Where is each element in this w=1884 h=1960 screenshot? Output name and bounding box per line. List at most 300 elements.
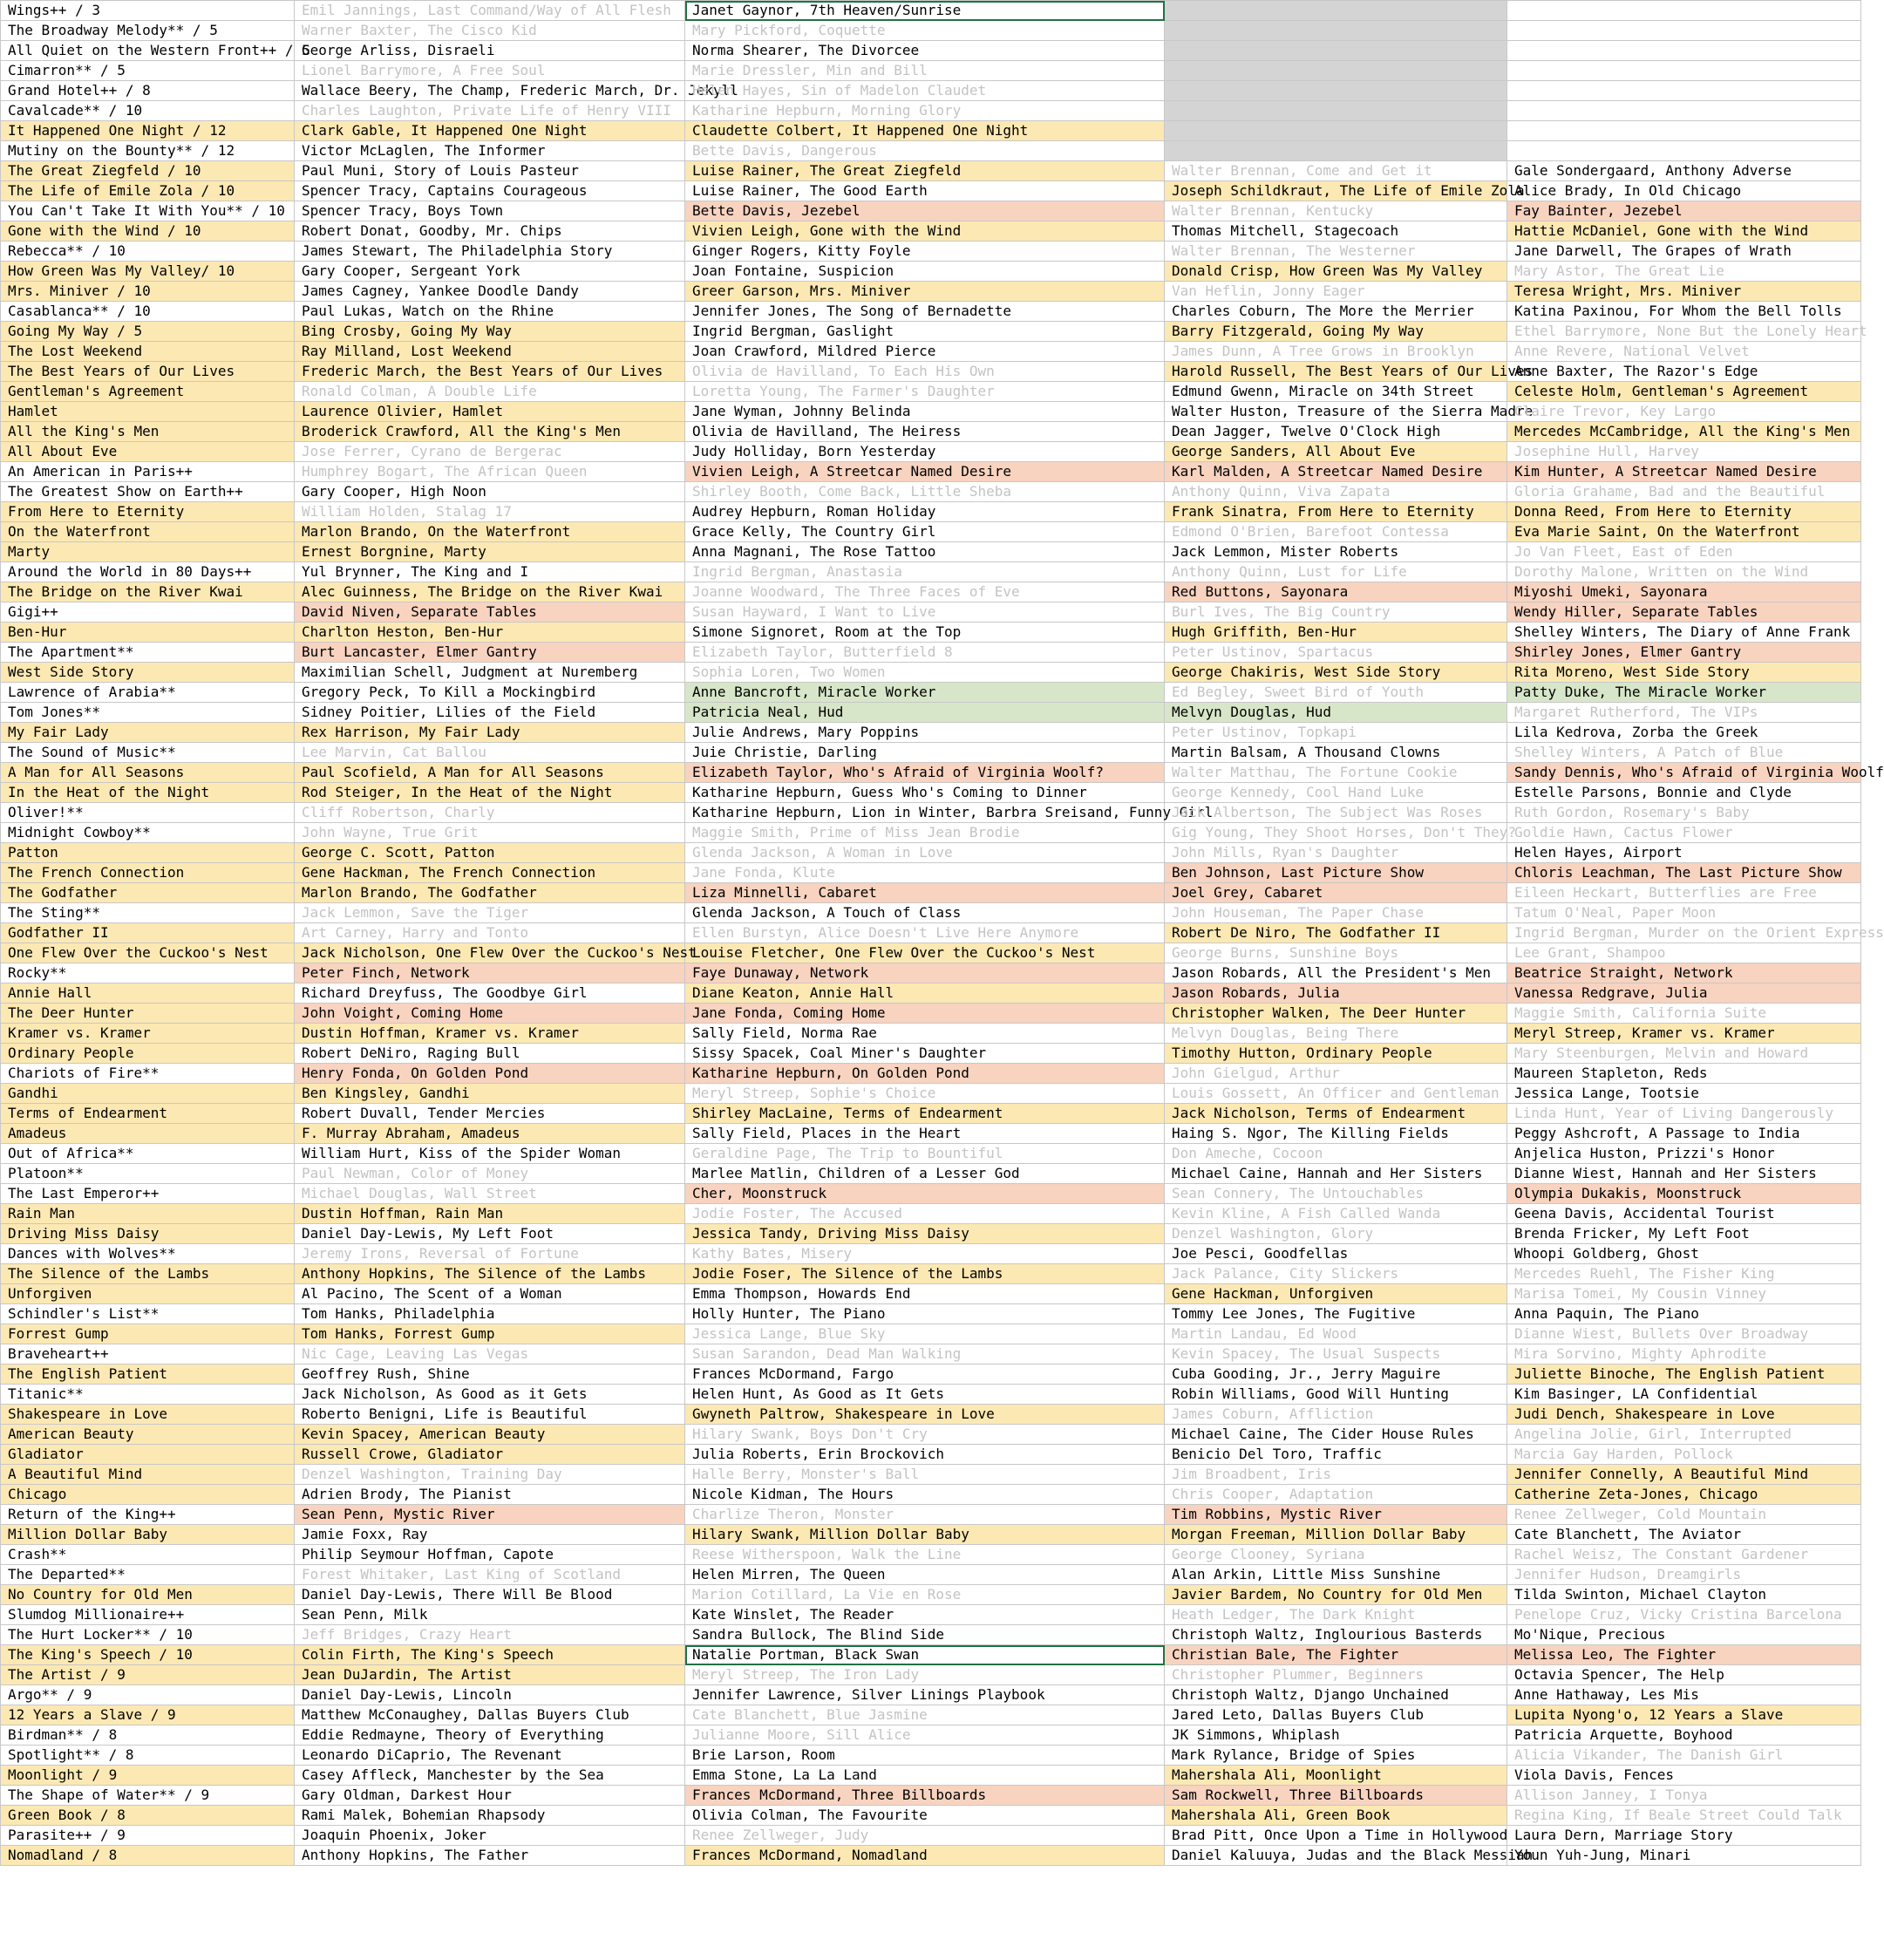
best-actress-cell[interactable]: Bette Davis, Dangerous	[685, 141, 1165, 161]
supporting-actor-cell[interactable]: Jim Broadbent, Iris	[1165, 1465, 1507, 1485]
supporting-actress-cell[interactable]: Eileen Heckart, Butterflies are Free	[1507, 883, 1861, 903]
supporting-actor-cell[interactable]: Martin Landau, Ed Wood	[1165, 1324, 1507, 1344]
best-picture-cell[interactable]: Moonlight / 9	[1, 1766, 295, 1786]
supporting-actor-cell[interactable]: Javier Bardem, No Country for Old Men	[1165, 1585, 1507, 1605]
supporting-actress-cell[interactable]: Dianne Wiest, Hannah and Her Sisters	[1507, 1164, 1861, 1184]
best-actor-cell[interactable]: Jack Nicholson, As Good as it Gets	[295, 1385, 685, 1405]
best-actor-cell[interactable]: Ernest Borgnine, Marty	[295, 542, 685, 562]
supporting-actor-cell[interactable]: Joel Grey, Cabaret	[1165, 883, 1507, 903]
supporting-actress-cell[interactable]: Jo Van Fleet, East of Eden	[1507, 542, 1861, 562]
best-actor-cell[interactable]: Joaquin Phoenix, Joker	[295, 1826, 685, 1846]
best-picture-cell[interactable]: Spotlight** / 8	[1, 1746, 295, 1766]
best-actor-cell[interactable]: Frederic March, the Best Years of Our Lives	[295, 362, 685, 382]
best-actor-cell[interactable]: John Wayne, True Grit	[295, 823, 685, 843]
best-picture-cell[interactable]: The Last Emperor++	[1, 1184, 295, 1204]
best-picture-cell[interactable]: West Side Story	[1, 663, 295, 683]
supporting-actress-cell[interactable]: Peggy Ashcroft, A Passage to India	[1507, 1124, 1861, 1144]
best-picture-cell[interactable]: The King's Speech / 10	[1, 1645, 295, 1665]
best-actor-cell[interactable]: James Stewart, The Philadelphia Story	[295, 242, 685, 262]
best-actress-cell[interactable]: Hilary Swank, Boys Don't Cry	[685, 1425, 1165, 1445]
best-actor-cell[interactable]: Anthony Hopkins, The Silence of the Lambs	[295, 1264, 685, 1284]
best-picture-cell[interactable]: Rain Man	[1, 1204, 295, 1224]
best-picture-cell[interactable]: Argo** / 9	[1, 1685, 295, 1705]
best-actress-cell[interactable]: Cate Blanchett, Blue Jasmine	[685, 1705, 1165, 1725]
best-actor-cell[interactable]: Jack Nicholson, One Flew Over the Cuckoo's Nest	[295, 943, 685, 963]
supporting-actress-cell[interactable]: Jennifer Connelly, A Beautiful Mind	[1507, 1465, 1861, 1485]
supporting-actor-cell[interactable]: Robin Williams, Good Will Hunting	[1165, 1385, 1507, 1405]
best-actress-cell[interactable]: Julia Roberts, Erin Brockovich	[685, 1445, 1165, 1465]
supporting-actress-cell[interactable]: Goldie Hawn, Cactus Flower	[1507, 823, 1861, 843]
supporting-actress-cell[interactable]: Judi Dench, Shakespeare in Love	[1507, 1405, 1861, 1425]
best-actress-cell[interactable]: Judy Holliday, Born Yesterday	[685, 442, 1165, 462]
supporting-actor-cell[interactable]: Christopher Walken, The Deer Hunter	[1165, 1004, 1507, 1024]
best-actor-cell[interactable]: Anthony Hopkins, The Father	[295, 1846, 685, 1866]
best-actress-cell[interactable]: Meryl Streep, Sophie's Choice	[685, 1084, 1165, 1104]
best-actress-cell[interactable]: Holly Hunter, The Piano	[685, 1304, 1165, 1324]
supporting-actress-cell[interactable]	[1507, 61, 1861, 81]
best-picture-cell[interactable]: Gone with the Wind / 10	[1, 221, 295, 242]
supporting-actor-cell[interactable]: Christoph Waltz, Inglourious Basterds	[1165, 1625, 1507, 1645]
supporting-actress-cell[interactable]: Olympia Dukakis, Moonstruck	[1507, 1184, 1861, 1204]
supporting-actor-cell[interactable]: Daniel Kaluuya, Judas and the Black Messiah	[1165, 1846, 1507, 1866]
best-picture-cell[interactable]: Amadeus	[1, 1124, 295, 1144]
supporting-actor-cell[interactable]: Sam Rockwell, Three Billboards	[1165, 1786, 1507, 1806]
best-actress-cell[interactable]: Cher, Moonstruck	[685, 1184, 1165, 1204]
supporting-actress-cell[interactable]: Mary Astor, The Great Lie	[1507, 262, 1861, 282]
supporting-actor-cell[interactable]: Red Buttons, Sayonara	[1165, 582, 1507, 602]
best-picture-cell[interactable]: Chicago	[1, 1485, 295, 1505]
supporting-actor-cell[interactable]: Jason Robards, Julia	[1165, 983, 1507, 1004]
supporting-actress-cell[interactable]: Whoopi Goldberg, Ghost	[1507, 1244, 1861, 1264]
best-actor-cell[interactable]: Burt Lancaster, Elmer Gantry	[295, 643, 685, 663]
supporting-actress-cell[interactable]: Laura Dern, Marriage Story	[1507, 1826, 1861, 1846]
best-picture-cell[interactable]: American Beauty	[1, 1425, 295, 1445]
best-actress-cell[interactable]: Vivien Leigh, Gone with the Wind	[685, 221, 1165, 242]
best-picture-cell[interactable]: Dances with Wolves**	[1, 1244, 295, 1264]
best-actress-cell[interactable]: Kathy Bates, Misery	[685, 1244, 1165, 1264]
supporting-actor-cell[interactable]: Haing S. Ngor, The Killing Fields	[1165, 1124, 1507, 1144]
supporting-actress-cell[interactable]: Lupita Nyong'o, 12 Years a Slave	[1507, 1705, 1861, 1725]
supporting-actress-cell[interactable]: Jane Darwell, The Grapes of Wrath	[1507, 242, 1861, 262]
best-actor-cell[interactable]: Gene Hackman, The French Connection	[295, 863, 685, 883]
supporting-actor-cell[interactable]: Kevin Spacey, The Usual Suspects	[1165, 1344, 1507, 1365]
best-picture-cell[interactable]: My Fair Lady	[1, 723, 295, 743]
best-actress-cell[interactable]: Geraldine Page, The Trip to Bountiful	[685, 1144, 1165, 1164]
best-picture-cell[interactable]: Platoon**	[1, 1164, 295, 1184]
best-actress-cell[interactable]: Joan Crawford, Mildred Pierce	[685, 342, 1165, 362]
best-picture-cell[interactable]: No Country for Old Men	[1, 1585, 295, 1605]
best-picture-cell[interactable]: The Deer Hunter	[1, 1004, 295, 1024]
supporting-actor-cell[interactable]: Martin Balsam, A Thousand Clowns	[1165, 743, 1507, 763]
supporting-actress-cell[interactable]: Viola Davis, Fences	[1507, 1766, 1861, 1786]
best-picture-cell[interactable]: Million Dollar Baby	[1, 1525, 295, 1545]
best-actress-cell[interactable]: Maggie Smith, Prime of Miss Jean Brodie	[685, 823, 1165, 843]
supporting-actress-cell[interactable]: Maggie Smith, California Suite	[1507, 1004, 1861, 1024]
best-actor-cell[interactable]: Maximilian Schell, Judgment at Nuremberg	[295, 663, 685, 683]
best-actor-cell[interactable]: Dustin Hoffman, Kramer vs. Kramer	[295, 1024, 685, 1044]
supporting-actor-cell[interactable]: Dean Jagger, Twelve O'Clock High	[1165, 422, 1507, 442]
best-picture-cell[interactable]: The Shape of Water** / 9	[1, 1786, 295, 1806]
best-actress-cell[interactable]: Frances McDormand, Fargo	[685, 1365, 1165, 1385]
best-picture-cell[interactable]: The French Connection	[1, 863, 295, 883]
supporting-actor-cell[interactable]: George Kennedy, Cool Hand Luke	[1165, 783, 1507, 803]
best-actor-cell[interactable]: Gary Oldman, Darkest Hour	[295, 1786, 685, 1806]
supporting-actress-cell[interactable]: Alice Brady, In Old Chicago	[1507, 181, 1861, 201]
best-picture-cell[interactable]: Grand Hotel++ / 8	[1, 81, 295, 101]
supporting-actor-cell[interactable]: Louis Gossett, An Officer and Gentleman	[1165, 1084, 1507, 1104]
best-actress-cell[interactable]: Katharine Hepburn, Morning Glory	[685, 101, 1165, 121]
supporting-actress-cell[interactable]: Mira Sorvino, Mighty Aphrodite	[1507, 1344, 1861, 1365]
best-picture-cell[interactable]: Green Book / 8	[1, 1806, 295, 1826]
supporting-actor-cell[interactable]: Benicio Del Toro, Traffic	[1165, 1445, 1507, 1465]
best-actor-cell[interactable]: Paul Lukas, Watch on the Rhine	[295, 302, 685, 322]
supporting-actress-cell[interactable]: Teresa Wright, Mrs. Miniver	[1507, 282, 1861, 302]
best-actress-cell[interactable]: Norma Shearer, The Divorcee	[685, 41, 1165, 61]
best-actor-cell[interactable]: John Voight, Coming Home	[295, 1004, 685, 1024]
supporting-actor-cell[interactable]: John Mills, Ryan's Daughter	[1165, 843, 1507, 863]
best-actor-cell[interactable]: Henry Fonda, On Golden Pond	[295, 1064, 685, 1084]
best-actress-cell[interactable]: Hilary Swank, Million Dollar Baby	[685, 1525, 1165, 1545]
supporting-actor-cell[interactable]: Denzel Washington, Glory	[1165, 1224, 1507, 1244]
best-actor-cell[interactable]: Bing Crosby, Going My Way	[295, 322, 685, 342]
best-picture-cell[interactable]: The Departed**	[1, 1565, 295, 1585]
best-picture-cell[interactable]: Out of Africa**	[1, 1144, 295, 1164]
best-actress-cell[interactable]: Marie Dressler, Min and Bill	[685, 61, 1165, 81]
supporting-actor-cell[interactable]: Harold Russell, The Best Years of Our Lives	[1165, 362, 1507, 382]
best-picture-cell[interactable]: The Greatest Show on Earth++	[1, 482, 295, 502]
best-picture-cell[interactable]: Nomadland / 8	[1, 1846, 295, 1866]
best-actor-cell[interactable]: Lee Marvin, Cat Ballou	[295, 743, 685, 763]
best-actor-cell[interactable]: Emil Jannings, Last Command/Way of All Flesh	[295, 1, 685, 21]
supporting-actress-cell[interactable]: Juliette Binoche, The English Patient	[1507, 1365, 1861, 1385]
supporting-actor-cell[interactable]: Christoph Waltz, Django Unchained	[1165, 1685, 1507, 1705]
best-actor-cell[interactable]: Ben Kingsley, Gandhi	[295, 1084, 685, 1104]
best-actor-cell[interactable]: Cliff Robertson, Charly	[295, 803, 685, 823]
best-actor-cell[interactable]: Spencer Tracy, Captains Courageous	[295, 181, 685, 201]
best-actress-cell[interactable]: Olivia Colman, The Favourite	[685, 1806, 1165, 1826]
best-picture-cell[interactable]: The Sting**	[1, 903, 295, 923]
best-actress-cell[interactable]: Jane Fonda, Klute	[685, 863, 1165, 883]
best-actress-cell[interactable]: Jodie Foser, The Silence of the Lambs	[685, 1264, 1165, 1284]
best-actress-cell[interactable]: Olivia de Havilland, To Each His Own	[685, 362, 1165, 382]
best-actor-cell[interactable]: Ronald Colman, A Double Life	[295, 382, 685, 402]
supporting-actor-cell[interactable]: John Houseman, The Paper Chase	[1165, 903, 1507, 923]
supporting-actor-cell[interactable]	[1165, 21, 1507, 41]
best-picture-cell[interactable]: The English Patient	[1, 1365, 295, 1385]
best-actor-cell[interactable]: Jeremy Irons, Reversal of Fortune	[295, 1244, 685, 1264]
best-actress-cell[interactable]: Julie Andrews, Mary Poppins	[685, 723, 1165, 743]
best-actor-cell[interactable]: Gary Cooper, High Noon	[295, 482, 685, 502]
best-picture-cell[interactable]: Around the World in 80 Days++	[1, 562, 295, 582]
best-actor-cell[interactable]: Clark Gable, It Happened One Night	[295, 121, 685, 141]
best-picture-cell[interactable]: The Bridge on the River Kwai	[1, 582, 295, 602]
supporting-actor-cell[interactable]: James Coburn, Affliction	[1165, 1405, 1507, 1425]
supporting-actor-cell[interactable]	[1165, 41, 1507, 61]
supporting-actress-cell[interactable]: Lee Grant, Shampoo	[1507, 943, 1861, 963]
supporting-actress-cell[interactable]: Maureen Stapleton, Reds	[1507, 1064, 1861, 1084]
supporting-actor-cell[interactable]: Thomas Mitchell, Stagecoach	[1165, 221, 1507, 242]
best-picture-cell[interactable]: Godfather II	[1, 923, 295, 943]
best-picture-cell[interactable]: Patton	[1, 843, 295, 863]
supporting-actor-cell[interactable]: Peter Ustinov, Spartacus	[1165, 643, 1507, 663]
supporting-actor-cell[interactable]: Gig Young, They Shoot Horses, Don't They?	[1165, 823, 1507, 843]
best-picture-cell[interactable]: Rocky**	[1, 963, 295, 983]
best-actress-cell[interactable]: Katharine Hepburn, On Golden Pond	[685, 1064, 1165, 1084]
supporting-actor-cell[interactable]	[1165, 121, 1507, 141]
supporting-actor-cell[interactable]: Barry Fitzgerald, Going My Way	[1165, 322, 1507, 342]
best-picture-cell[interactable]: Parasite++ / 9	[1, 1826, 295, 1846]
supporting-actor-cell[interactable]: Jack Lemmon, Mister Roberts	[1165, 542, 1507, 562]
supporting-actress-cell[interactable]: Katina Paxinou, For Whom the Bell Tolls	[1507, 302, 1861, 322]
best-picture-cell[interactable]: Lawrence of Arabia**	[1, 683, 295, 703]
supporting-actress-cell[interactable]: Ingrid Bergman, Murder on the Orient Express	[1507, 923, 1861, 943]
best-picture-cell[interactable]: Mrs. Miniver / 10	[1, 282, 295, 302]
best-actress-cell[interactable]: Katharine Hepburn, Guess Who's Coming to Dinner	[685, 783, 1165, 803]
best-actress-cell[interactable]: Faye Dunaway, Network	[685, 963, 1165, 983]
best-actress-cell[interactable]: Julianne Moore, Sill Alice	[685, 1725, 1165, 1746]
best-picture-cell[interactable]: Gigi++	[1, 602, 295, 623]
best-actor-cell[interactable]: James Cagney, Yankee Doodle Dandy	[295, 282, 685, 302]
best-actress-cell[interactable]: Brie Larson, Room	[685, 1746, 1165, 1766]
best-actor-cell[interactable]: Art Carney, Harry and Tonto	[295, 923, 685, 943]
best-picture-cell[interactable]: Wings++ / 3	[1, 1, 295, 21]
supporting-actress-cell[interactable]: Kim Basinger, LA Confidential	[1507, 1385, 1861, 1405]
supporting-actress-cell[interactable]	[1507, 121, 1861, 141]
best-actor-cell[interactable]: Marlon Brando, On the Waterfront	[295, 522, 685, 542]
best-actress-cell[interactable]: Marion Cotillard, La Vie en Rose	[685, 1585, 1165, 1605]
supporting-actress-cell[interactable]: Brenda Fricker, My Left Foot	[1507, 1224, 1861, 1244]
supporting-actor-cell[interactable]: George Clooney, Syriana	[1165, 1545, 1507, 1565]
supporting-actress-cell[interactable]: Mo'Nique, Precious	[1507, 1625, 1861, 1645]
best-actor-cell[interactable]: Jack Lemmon, Save the Tiger	[295, 903, 685, 923]
best-actress-cell[interactable]: Ellen Burstyn, Alice Doesn't Live Here Anymore	[685, 923, 1165, 943]
supporting-actor-cell[interactable]: Walter Brennan, Come and Get it	[1165, 161, 1507, 181]
best-actor-cell[interactable]: Jean DuJardin, The Artist	[295, 1665, 685, 1685]
best-actress-cell[interactable]: Marlee Matlin, Children of a Lesser God	[685, 1164, 1165, 1184]
best-actress-cell[interactable]: Simone Signoret, Room at the Top	[685, 623, 1165, 643]
best-actor-cell[interactable]: Russell Crowe, Gladiator	[295, 1445, 685, 1465]
supporting-actor-cell[interactable]: Jason Robards, All the President's Men	[1165, 963, 1507, 983]
best-actress-cell[interactable]: Glenda Jackson, A Woman in Love	[685, 843, 1165, 863]
best-actor-cell[interactable]: Roberto Benigni, Life is Beautiful	[295, 1405, 685, 1425]
best-picture-cell[interactable]: 12 Years a Slave / 9	[1, 1705, 295, 1725]
best-actress-cell[interactable]: Jane Wyman, Johnny Belinda	[685, 402, 1165, 422]
supporting-actor-cell[interactable]: Walter Huston, Treasure of the Sierra Madre	[1165, 402, 1507, 422]
supporting-actress-cell[interactable]: Marisa Tomei, My Cousin Vinney	[1507, 1284, 1861, 1304]
supporting-actress-cell[interactable]: Lila Kedrova, Zorba the Greek	[1507, 723, 1861, 743]
best-actress-cell[interactable]: Emma Thompson, Howards End	[685, 1284, 1165, 1304]
supporting-actor-cell[interactable]: Mahershala Ali, Green Book	[1165, 1806, 1507, 1826]
best-actor-cell[interactable]: Spencer Tracy, Boys Town	[295, 201, 685, 221]
best-picture-cell[interactable]: Birdman** / 8	[1, 1725, 295, 1746]
best-actress-cell[interactable]: Shirley MacLaine, Terms of Endearment	[685, 1104, 1165, 1124]
best-actress-cell[interactable]: Claudette Colbert, It Happened One Night	[685, 121, 1165, 141]
supporting-actress-cell[interactable]: Alicia Vikander, The Danish Girl	[1507, 1746, 1861, 1766]
best-actress-cell[interactable]: Loretta Young, The Farmer's Daughter	[685, 382, 1165, 402]
best-picture-cell[interactable]: Schindler's List**	[1, 1304, 295, 1324]
best-actress-cell[interactable]: Kate Winslet, The Reader	[685, 1605, 1165, 1625]
best-actress-cell[interactable]: Halle Berry, Monster's Ball	[685, 1465, 1165, 1485]
best-actor-cell[interactable]: David Niven, Separate Tables	[295, 602, 685, 623]
best-picture-cell[interactable]: Midnight Cowboy**	[1, 823, 295, 843]
best-picture-cell[interactable]: The Lost Weekend	[1, 342, 295, 362]
supporting-actress-cell[interactable]	[1507, 1, 1861, 21]
best-actor-cell[interactable]: Daniel Day-Lewis, Lincoln	[295, 1685, 685, 1705]
supporting-actor-cell[interactable]	[1165, 141, 1507, 161]
supporting-actress-cell[interactable]: Mercedes McCambridge, All the King's Men	[1507, 422, 1861, 442]
supporting-actress-cell[interactable]: Hattie McDaniel, Gone with the Wind	[1507, 221, 1861, 242]
best-actress-cell[interactable]: Patricia Neal, Hud	[685, 703, 1165, 723]
supporting-actor-cell[interactable]: Ben Johnson, Last Picture Show	[1165, 863, 1507, 883]
best-actress-cell[interactable]: Luise Rainer, The Great Ziegfeld	[685, 161, 1165, 181]
supporting-actress-cell[interactable]: Rita Moreno, West Side Story	[1507, 663, 1861, 683]
best-actor-cell[interactable]: Philip Seymour Hoffman, Capote	[295, 1545, 685, 1565]
supporting-actress-cell[interactable]: Patty Duke, The Miracle Worker	[1507, 683, 1861, 703]
best-picture-cell[interactable]: Kramer vs. Kramer	[1, 1024, 295, 1044]
best-actor-cell[interactable]: Daniel Day-Lewis, My Left Foot	[295, 1224, 685, 1244]
supporting-actress-cell[interactable]: Dianne Wiest, Bullets Over Broadway	[1507, 1324, 1861, 1344]
best-actor-cell[interactable]: Ray Milland, Lost Weekend	[295, 342, 685, 362]
best-picture-cell[interactable]: You Can't Take It With You** / 10	[1, 201, 295, 221]
best-picture-cell[interactable]: Going My Way / 5	[1, 322, 295, 342]
best-picture-cell[interactable]: One Flew Over the Cuckoo's Nest	[1, 943, 295, 963]
best-picture-cell[interactable]: Driving Miss Daisy	[1, 1224, 295, 1244]
supporting-actress-cell[interactable]: Fay Bainter, Jezebel	[1507, 201, 1861, 221]
best-actress-cell[interactable]: Emma Stone, La La Land	[685, 1766, 1165, 1786]
best-actor-cell[interactable]: Denzel Washington, Training Day	[295, 1465, 685, 1485]
supporting-actress-cell[interactable]: Mercedes Ruehl, The Fisher King	[1507, 1264, 1861, 1284]
supporting-actor-cell[interactable]: Edmond O'Brien, Barefoot Contessa	[1165, 522, 1507, 542]
best-actress-cell[interactable]: Diane Keaton, Annie Hall	[685, 983, 1165, 1004]
supporting-actress-cell[interactable]: Shelley Winters, The Diary of Anne Frank	[1507, 623, 1861, 643]
supporting-actress-cell[interactable]: Ethel Barrymore, None But the Lonely Heart	[1507, 322, 1861, 342]
supporting-actor-cell[interactable]: Alan Arkin, Little Miss Sunshine	[1165, 1565, 1507, 1585]
supporting-actress-cell[interactable]: Catherine Zeta-Jones, Chicago	[1507, 1485, 1861, 1505]
supporting-actor-cell[interactable]: Mark Rylance, Bridge of Spies	[1165, 1746, 1507, 1766]
best-picture-cell[interactable]: Oliver!**	[1, 803, 295, 823]
best-actor-cell[interactable]: Tom Hanks, Forrest Gump	[295, 1324, 685, 1344]
best-actress-cell[interactable]: Elizabeth Taylor, Butterfield 8	[685, 643, 1165, 663]
supporting-actress-cell[interactable]: Miyoshi Umeki, Sayonara	[1507, 582, 1861, 602]
best-actress-cell[interactable]: Charlize Theron, Monster	[685, 1505, 1165, 1525]
supporting-actress-cell[interactable]: Helen Hayes, Airport	[1507, 843, 1861, 863]
supporting-actress-cell[interactable]: Donna Reed, From Here to Eternity	[1507, 502, 1861, 522]
supporting-actress-cell[interactable]: Shirley Jones, Elmer Gantry	[1507, 643, 1861, 663]
best-actress-cell[interactable]: Sandra Bullock, The Blind Side	[685, 1625, 1165, 1645]
supporting-actress-cell[interactable]: Wendy Hiller, Separate Tables	[1507, 602, 1861, 623]
best-picture-cell[interactable]: Ben-Hur	[1, 623, 295, 643]
best-actress-cell[interactable]: Natalie Portman, Black Swan	[685, 1645, 1165, 1665]
best-actor-cell[interactable]: Robert Donat, Goodby, Mr. Chips	[295, 221, 685, 242]
best-actor-cell[interactable]: Dustin Hoffman, Rain Man	[295, 1204, 685, 1224]
supporting-actress-cell[interactable]: Beatrice Straight, Network	[1507, 963, 1861, 983]
best-picture-cell[interactable]: All Quiet on the Western Front++ / 5	[1, 41, 295, 61]
supporting-actress-cell[interactable]: Linda Hunt, Year of Living Dangerously	[1507, 1104, 1861, 1124]
best-actor-cell[interactable]: Robert DeNiro, Raging Bull	[295, 1044, 685, 1064]
best-actor-cell[interactable]: Rod Steiger, In the Heat of the Night	[295, 783, 685, 803]
supporting-actress-cell[interactable]: Tatum O'Neal, Paper Moon	[1507, 903, 1861, 923]
supporting-actor-cell[interactable]: Hugh Griffith, Ben-Hur	[1165, 623, 1507, 643]
supporting-actor-cell[interactable]: Melvyn Douglas, Being There	[1165, 1024, 1507, 1044]
best-picture-cell[interactable]: Shakespeare in Love	[1, 1405, 295, 1425]
best-picture-cell[interactable]: The Artist / 9	[1, 1665, 295, 1685]
best-actress-cell[interactable]: Vivien Leigh, A Streetcar Named Desire	[685, 462, 1165, 482]
best-actor-cell[interactable]: Jeff Bridges, Crazy Heart	[295, 1625, 685, 1645]
best-actor-cell[interactable]: Casey Affleck, Manchester by the Sea	[295, 1766, 685, 1786]
best-actress-cell[interactable]: Anne Bancroft, Miracle Worker	[685, 683, 1165, 703]
supporting-actress-cell[interactable]: Kim Hunter, A Streetcar Named Desire	[1507, 462, 1861, 482]
best-actress-cell[interactable]: Susan Hayward, I Want to Live	[685, 602, 1165, 623]
best-actress-cell[interactable]: Ginger Rogers, Kitty Foyle	[685, 242, 1165, 262]
supporting-actress-cell[interactable]	[1507, 41, 1861, 61]
best-picture-cell[interactable]: The Sound of Music**	[1, 743, 295, 763]
best-picture-cell[interactable]: Titanic**	[1, 1385, 295, 1405]
best-picture-cell[interactable]: Unforgiven	[1, 1284, 295, 1304]
best-actor-cell[interactable]: Nic Cage, Leaving Las Vegas	[295, 1344, 685, 1365]
best-picture-cell[interactable]: Rebecca** / 10	[1, 242, 295, 262]
supporting-actor-cell[interactable]: Anthony Quinn, Viva Zapata	[1165, 482, 1507, 502]
best-actor-cell[interactable]: Paul Muni, Story of Louis Pasteur	[295, 161, 685, 181]
best-actor-cell[interactable]: Michael Douglas, Wall Street	[295, 1184, 685, 1204]
supporting-actor-cell[interactable]: Edmund Gwenn, Miracle on 34th Street	[1165, 382, 1507, 402]
best-actor-cell[interactable]: Tom Hanks, Philadelphia	[295, 1304, 685, 1324]
best-actress-cell[interactable]: Louise Fletcher, One Flew Over the Cuckoo's Nest	[685, 943, 1165, 963]
best-actor-cell[interactable]: Al Pacino, The Scent of a Woman	[295, 1284, 685, 1304]
supporting-actor-cell[interactable]: Anthony Quinn, Lust for Life	[1165, 562, 1507, 582]
best-picture-cell[interactable]: It Happened One Night / 12	[1, 121, 295, 141]
supporting-actress-cell[interactable]	[1507, 21, 1861, 41]
supporting-actress-cell[interactable]: Tilda Swinton, Michael Clayton	[1507, 1585, 1861, 1605]
best-actress-cell[interactable]: Reese Witherspoon, Walk the Line	[685, 1545, 1165, 1565]
supporting-actor-cell[interactable]: Donald Crisp, How Green Was My Valley	[1165, 262, 1507, 282]
best-picture-cell[interactable]: All About Eve	[1, 442, 295, 462]
supporting-actress-cell[interactable]: Allison Janney, I Tonya	[1507, 1786, 1861, 1806]
best-actor-cell[interactable]: Paul Newman, Color of Money	[295, 1164, 685, 1184]
supporting-actor-cell[interactable]: Michael Caine, Hannah and Her Sisters	[1165, 1164, 1507, 1184]
best-actor-cell[interactable]: Victor McLaglen, The Informer	[295, 141, 685, 161]
best-actor-cell[interactable]: Daniel Day-Lewis, There Will Be Blood	[295, 1585, 685, 1605]
supporting-actor-cell[interactable]: James Dunn, A Tree Grows in Brooklyn	[1165, 342, 1507, 362]
supporting-actor-cell[interactable]: Charles Coburn, The More the Merrier	[1165, 302, 1507, 322]
supporting-actor-cell[interactable]: Christian Bale, The Fighter	[1165, 1645, 1507, 1665]
best-picture-cell[interactable]: Gandhi	[1, 1084, 295, 1104]
supporting-actor-cell[interactable]: Michael Caine, The Cider House Rules	[1165, 1425, 1507, 1445]
best-picture-cell[interactable]: The Great Ziegfeld / 10	[1, 161, 295, 181]
best-actor-cell[interactable]: Rami Malek, Bohemian Rhapsody	[295, 1806, 685, 1826]
supporting-actress-cell[interactable]: Marcia Gay Harden, Pollock	[1507, 1445, 1861, 1465]
supporting-actor-cell[interactable]: Sean Connery, The Untouchables	[1165, 1184, 1507, 1204]
supporting-actor-cell[interactable]: Tommy Lee Jones, The Fugitive	[1165, 1304, 1507, 1324]
best-actress-cell[interactable]: Janet Gaynor, 7th Heaven/Sunrise	[685, 1, 1165, 21]
best-actress-cell[interactable]: Greer Garson, Mrs. Miniver	[685, 282, 1165, 302]
supporting-actress-cell[interactable]: Gale Sondergaard, Anthony Adverse	[1507, 161, 1861, 181]
supporting-actor-cell[interactable]: George Sanders, All About Eve	[1165, 442, 1507, 462]
best-actor-cell[interactable]: Lionel Barrymore, A Free Soul	[295, 61, 685, 81]
best-actor-cell[interactable]: William Holden, Stalag 17	[295, 502, 685, 522]
best-actress-cell[interactable]: Jessica Tandy, Driving Miss Daisy	[685, 1224, 1165, 1244]
supporting-actress-cell[interactable]: Angelina Jolie, Girl, Interrupted	[1507, 1425, 1861, 1445]
best-actress-cell[interactable]: Anna Magnani, The Rose Tattoo	[685, 542, 1165, 562]
best-picture-cell[interactable]: Annie Hall	[1, 983, 295, 1004]
best-actor-cell[interactable]: Sidney Poitier, Lilies of the Field	[295, 703, 685, 723]
supporting-actor-cell[interactable]: Gene Hackman, Unforgiven	[1165, 1284, 1507, 1304]
supporting-actress-cell[interactable]: Shelley Winters, A Patch of Blue	[1507, 743, 1861, 763]
best-actress-cell[interactable]: Meryl Streep, The Iron Lady	[685, 1665, 1165, 1685]
supporting-actor-cell[interactable]: Timothy Hutton, Ordinary People	[1165, 1044, 1507, 1064]
best-actress-cell[interactable]: Elizabeth Taylor, Who's Afraid of Virginia Woolf?	[685, 763, 1165, 783]
best-picture-cell[interactable]: Gladiator	[1, 1445, 295, 1465]
supporting-actress-cell[interactable]: Jessica Lange, Tootsie	[1507, 1084, 1861, 1104]
